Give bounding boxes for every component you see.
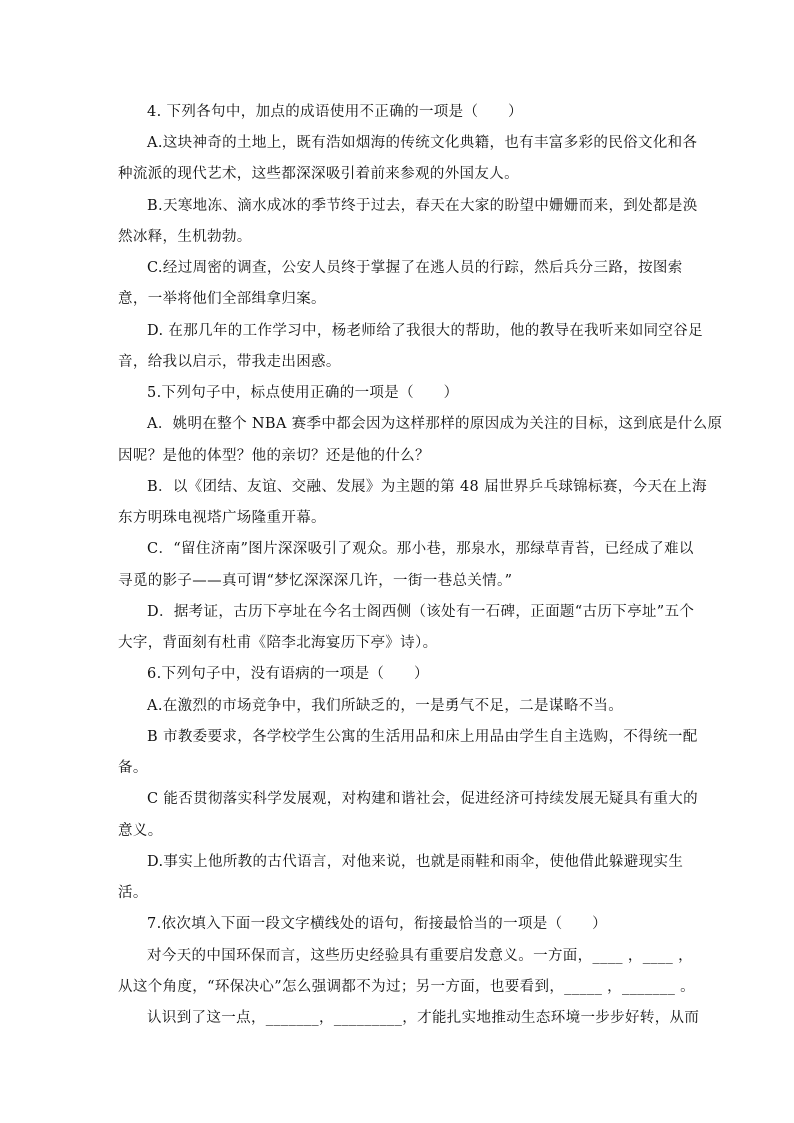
q4-option-d-line-2: 音，给我以启示，带我走出困惑。 <box>118 354 341 370</box>
q4-option-b-line-2: 然冰释，生机勃勃。 <box>118 229 252 245</box>
q5-option-d-line-1: D．据考证，古历下亭址在今名士阁西侧（该处有一石碑，正面题“古历下亭址”五个 <box>147 604 695 620</box>
q5-option-c-line-2: 寻觅的影子——真可谓“梦忆深深深几许，一街一巷总关情。” <box>118 573 513 589</box>
q5-option-b-line-2: 东方明珠电视塔广场隆重开幕。 <box>118 510 326 526</box>
q4-option-a-line-1: A.这块神奇的土地上，既有浩如烟海的传统文化典籍，也有丰富多彩的民俗文化和各 <box>147 135 698 151</box>
q4-option-c-line-2: 意，一举将他们全部缉拿归案。 <box>118 291 326 307</box>
q5-option-a-line-1: A．姚明在整个 NBA 赛季中都会因为这样那样的原因成为关注的目标，这到底是什么原 <box>147 416 723 432</box>
q6-option-b-line-1: B 市教委要求，各学校学生公寓的生活用品和床上用品由学生自主选购，不得统一配 <box>147 729 698 745</box>
question-4-stem: 4. 下列各句中，加点的成语使用不正确的一项是（ ） <box>147 104 523 120</box>
q5-option-c-line-1: C．“留住济南”图片深深吸引了观众。那小巷，那泉水，那绿草青苔，已经成了难以 <box>147 541 694 557</box>
q7-passage-line-1: 对今天的中国环保而言，这些历史经验具有重要启发意义。一方面，____ ，____ ， <box>147 948 693 964</box>
q6-option-a: A.在激烈的市场竞争中，我们所缺乏的，一是勇气不足，二是谋略不当。 <box>147 698 624 714</box>
q4-option-c-line-1: C.经过周密的调查，公安人员终于掌握了在逃人员的行踪，然后兵分三路，按图索 <box>147 260 683 276</box>
question-7-stem: 7.依次填入下面一段文字横线处的语句，衔接最恰当的一项是（ ） <box>147 916 608 932</box>
q6-option-d-line-1: D.事实上他所教的古代语言，对他来说，也就是雨鞋和雨伞，使他借此躲避现实生 <box>147 854 684 870</box>
q5-option-d-line-2: 大字，背面刻有杜甫《陪李北海宴历下亭》诗）。 <box>118 635 438 651</box>
q7-passage-line-3: 认识到了这一点，_______，_________，才能扎实地推动生态环境一步步好转，从而 <box>147 1010 700 1026</box>
q6-option-d-line-2: 活。 <box>118 885 148 901</box>
q6-option-c-line-2: 意义。 <box>118 823 163 839</box>
q6-option-c-line-1: C 能否贯彻落实科学发展观，对构建和谐社会，促进经济可持续发展无疑具有重大的 <box>147 791 698 807</box>
question-5-stem: 5.下列句子中，标点使用正确的一项是（ ） <box>147 385 459 401</box>
q5-option-b-line-1: B．以《团结、友谊、交融、发展》为主题的第 48 届世界乒乓球锦标赛，今天在上海 <box>147 479 707 495</box>
question-6-stem: 6.下列句子中，没有语病的一项是（ ） <box>147 666 429 682</box>
q7-passage-line-2: 从这个角度，“环保决心”怎么强调都不为过；另一方面，也要看到，_____ ，_______ 。 <box>118 979 695 995</box>
q4-option-b-line-1: B.天寒地冻、滴水成冰的季节终于过去，春天在大家的盼望中姗姗而来，到处都是涣 <box>147 198 698 214</box>
q4-option-a-line-2: 种流派的现代艺术，这些都深深吸引着前来参观的外国友人。 <box>118 166 519 182</box>
q4-option-d-line-1: D. 在那几年的工作学习中，杨老师给了我很大的帮助，他的教导在我听来如同空谷足 <box>147 323 703 339</box>
q6-option-b-line-2: 备。 <box>118 760 148 776</box>
q5-option-a-line-2: 因呢？是他的体型？他的亲切？还是他的什么？ <box>118 448 430 464</box>
